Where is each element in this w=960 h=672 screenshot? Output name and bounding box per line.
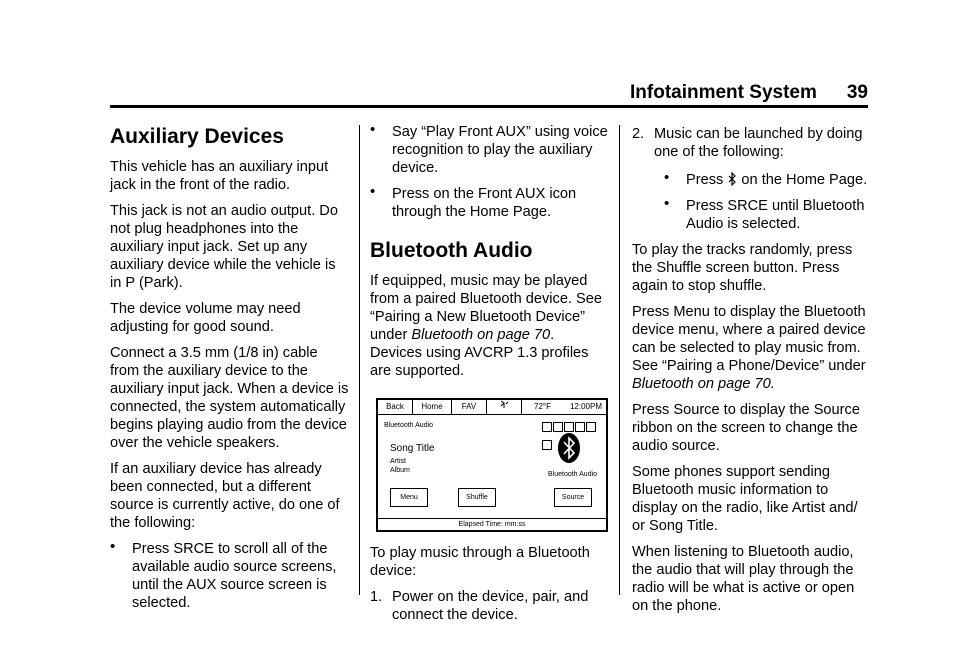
bluetooth-audio-label: Bluetooth Audio — [548, 471, 598, 478]
paragraph: When listening to Bluetooth audio, the audio that will play through the radio will be what is active or open on the phone. — [632, 544, 855, 614]
step-text: Power on the device, pair, and connect the device. — [392, 589, 589, 623]
song-title: Song Title — [390, 443, 435, 454]
status-icon — [542, 440, 552, 450]
numbered-step — [632, 125, 872, 161]
voice-icon — [487, 400, 522, 414]
paragraph: Connect a 3.5 mm (1/8 in) cable from the auxiliary device to the auxiliary input jack. When a device is connected, the system automatically begins playing audio from the device over the vehicle speakers. — [110, 345, 349, 451]
screen-top-bar — [378, 400, 606, 415]
column-1 — [110, 125, 350, 620]
text: Press — [686, 172, 728, 188]
numbered-step — [370, 588, 610, 624]
paragraph: The device volume may need adjusting for good sound. — [110, 301, 301, 335]
bluetooth-audio-heading: Bluetooth Audio — [370, 239, 533, 262]
source-button: Source — [554, 488, 592, 507]
column-2 — [370, 123, 610, 632]
paragraph: Some phones support sending Bluetooth music information to display on the radio, like Artist and/ or Song Title. — [632, 464, 858, 534]
clock-readout: 12:00PM — [569, 402, 602, 411]
home-button: Home — [413, 400, 452, 414]
step-number: 2. — [632, 126, 645, 142]
back-button: Back — [378, 400, 413, 414]
artist-label: Artist — [390, 458, 406, 465]
text: If equipped, music may be played from a paired Bluetooth device. See “Pairing a New Bluetooth Device” under — [370, 273, 603, 343]
paragraph: To play the tracks randomly, press the Shuffle screen button. Press again to stop shuffle. — [632, 242, 853, 294]
temperature-readout: 72°F — [534, 402, 551, 411]
elapsed-time-bar: Elapsed Time: mm:ss — [378, 518, 606, 530]
bullet-item: • Press on the Front AUX icon through the Home Page. — [370, 185, 610, 221]
text: . — [770, 376, 775, 392]
page-number: 39 — [846, 82, 868, 103]
auxiliary-devices-heading: Auxiliary Devices — [110, 125, 284, 148]
status-icon — [564, 422, 574, 432]
paragraph — [370, 272, 610, 380]
menu-button: Menu — [390, 488, 428, 507]
source-label: Bluetooth Audio — [384, 422, 434, 429]
fav-button: FAV — [452, 400, 487, 414]
shuffle-button: Shuffle — [458, 488, 496, 507]
page-reference: Bluetooth on page 70 — [411, 327, 551, 343]
paragraph: To play music through a Bluetooth device: — [370, 545, 590, 579]
bluetooth-icon — [556, 432, 582, 469]
paragraph: This vehicle has an auxiliary input jack in the front of the radio. — [110, 159, 329, 193]
section-title: Infotainment System — [630, 82, 817, 103]
bullet-item: • Say “Play Front AUX” using voice recognition to play the auxiliary device. — [370, 123, 610, 177]
column-divider — [619, 125, 620, 595]
text: . Devices using AVCRP 1.3 profiles are supported. — [370, 327, 589, 379]
status-icon — [542, 422, 552, 432]
column-divider — [359, 125, 360, 595]
column-3 — [632, 125, 872, 623]
album-label: Album — [390, 467, 410, 474]
sub-bullet-item — [632, 171, 872, 189]
page-reference: Bluetooth on page 70 — [632, 376, 771, 392]
paragraph: Press Source to display the Source ribbon on the screen to change the audio source. — [632, 402, 860, 454]
paragraph: If an auxiliary device has already been connected, but a different source is currently active, do one of the following: — [110, 461, 340, 531]
status-icon — [575, 422, 585, 432]
paragraph: This jack is not an audio output. Do not plug headphones into the auxiliary input jack. Set up any auxiliary device while the vehicle is in P (Park). — [110, 203, 338, 291]
bullet-item: • Press SRCE to scroll all of the available audio source screens, until the AUX source screen is selected. — [110, 540, 350, 612]
status-icon — [553, 422, 563, 432]
sub-bullet-item: • Press SRCE until Bluetooth Audio is selected. — [632, 197, 872, 233]
header-rule — [110, 105, 868, 108]
step-text: Music can be launched by doing one of the following: — [654, 126, 863, 160]
status-icon — [586, 422, 596, 432]
status-icons — [541, 419, 601, 429]
page-header — [630, 82, 868, 104]
paragraph — [632, 303, 872, 393]
text: on the Home Page. — [737, 172, 868, 188]
radio-screen-illustration — [376, 398, 608, 532]
bluetooth-icon — [727, 172, 737, 186]
step-number: 1. — [370, 589, 383, 605]
text: Press Menu to display the Bluetooth device menu, where a paired device can be selected to play music from. See “Pairing a Phone/Device” under — [632, 304, 866, 374]
